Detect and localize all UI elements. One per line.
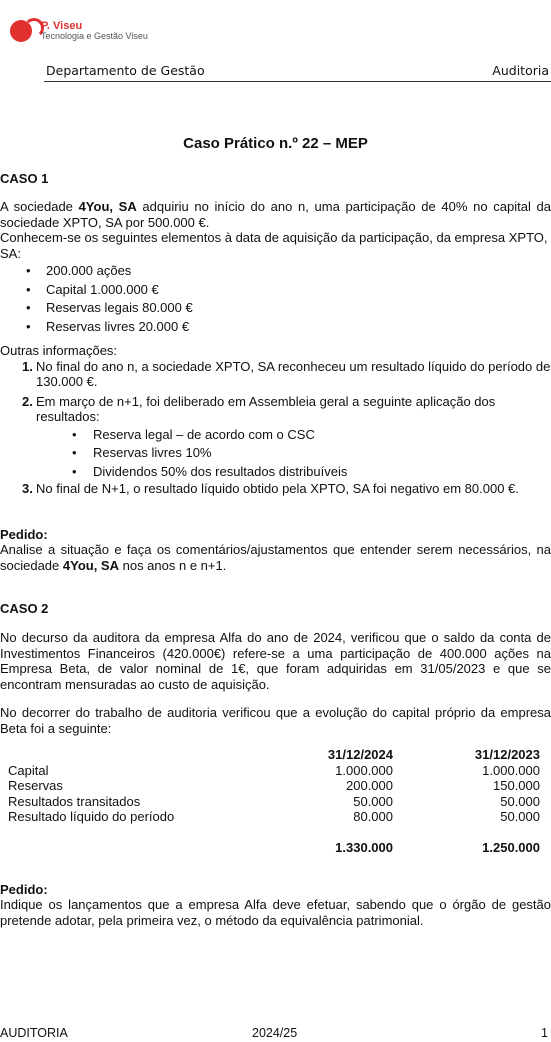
row-label: Reservas (8, 778, 63, 793)
item-text: No final do ano n, a sociedade XPTO, SA reconheceu um resultado líquido do período de 130.000 €. (36, 358, 551, 389)
cell-2024: 80.000 (353, 809, 393, 824)
table-row (0, 763, 551, 779)
page-title: Caso Prático n.º 22 – MEP (183, 135, 368, 152)
pedido-pre: Analise a situação e faça os comentários/ajustamentos que entender serem necessários, na sociedade (0, 542, 551, 573)
list-item: • Reservas livres 10% (0, 445, 551, 461)
item-number: 1. (22, 358, 33, 374)
cell-2023: 150.000 (493, 778, 540, 793)
caso1-bullet-list (0, 263, 551, 334)
header-department: Departamento de Gestão (46, 63, 205, 78)
logo-name: P. Viseu (41, 20, 83, 32)
caso2-paragraph-2: No decorrer do trabalho de auditoria verificou que a evolução do capital próprio da empresa Beta foi a seguinte: (0, 705, 551, 736)
item-text: No final de N+1, o resultado líquido obtido pela XPTO, SA foi negativo em 80.000 €. (36, 481, 519, 496)
footer-subject: AUDITORIA (0, 1026, 68, 1040)
table-row (0, 778, 551, 794)
caso1-sub-bullets (0, 427, 551, 480)
list-item: • Dividendos 50% dos resultados distribuíveis (0, 464, 551, 480)
total-2024: 1.330.000 (335, 839, 393, 855)
caso1-other-info (0, 343, 551, 497)
table-total-row (0, 840, 551, 856)
caso2-pedido-heading: Pedido: (0, 882, 48, 897)
list-item: • 200.000 ações (0, 263, 551, 279)
caso1-pedido-heading: Pedido: (0, 527, 48, 542)
footer-page-number: 1 (541, 1026, 548, 1040)
caso1-known: Conhecem-se os seguintes elementos à data de aquisição da participação, da empresa XPTO, SA: (0, 230, 548, 261)
row-label: Resultados transitados (8, 793, 141, 809)
row-label: Capital (8, 762, 49, 778)
caso2-heading: CASO 2 (0, 601, 49, 616)
cell-2024: 200.000 (346, 778, 393, 793)
header-divider (44, 81, 551, 82)
table-row (0, 809, 551, 825)
equity-table (0, 747, 551, 855)
cell-2023: 50.000 (500, 793, 540, 809)
header-subject: Auditoria (492, 63, 549, 78)
item-text: Em março de n+1, foi deliberado em Assembleia geral a seguinte aplicação dos resultados: (36, 393, 496, 424)
numbered-item-1 (0, 359, 551, 390)
list-item: • Capital 1.000.000 € (0, 282, 551, 298)
pedido-post: nos anos n e n+1. (119, 557, 227, 573)
caso1-heading: CASO 1 (0, 171, 49, 186)
list-item: • Reservas livres 20.000 € (0, 319, 551, 335)
caso1-pedido (0, 542, 551, 573)
list-item: • Reservas legais 80.000 € (0, 300, 551, 316)
caso1-intro-company: 4You, SA (78, 199, 137, 214)
item-number: 2. (22, 393, 33, 409)
cell-2023: 1.000.000 (482, 762, 540, 778)
caso1-intro-post: adquiriu no início do ano n, uma participação de 40% no capital da sociedade XPTO, SA por 500.000 €. (0, 199, 551, 230)
table-header-row (0, 747, 551, 763)
cell-2024: 1.000.000 (335, 762, 393, 778)
table-row (0, 794, 551, 810)
numbered-item-3 (0, 481, 551, 497)
cell-2024: 50.000 (353, 793, 393, 809)
row-label: Resultado líquido do período (8, 809, 175, 824)
cell-2023: 50.000 (500, 809, 540, 824)
other-info-label: Outras informações: (0, 343, 118, 358)
list-item: • Reserva legal – de acordo com o CSC (0, 427, 551, 443)
caso1-intro (0, 199, 551, 230)
column-header-2024: 31/12/2024 (327, 747, 393, 762)
caso2-paragraph-1: No decurso da auditora da empresa Alfa do ano de 2024, verificou que o saldo da conta de Investimentos Financeiros (420.000€) refere-se a uma participação de 400.000 ações na Empresa Beta, de valor nominal de 1€, que foram adquiridas em 31/05/2023 e que se encontram mensuradas ao custo de aquisição. (0, 630, 551, 692)
item-number: 3. (22, 481, 33, 496)
total-2023: 1.250.000 (482, 839, 540, 855)
column-header-2023: 31/12/2023 (474, 747, 540, 762)
footer-year: 2024/25 (252, 1026, 298, 1040)
school-logo (8, 18, 183, 44)
logo-subtitle: Tecnologia e Gestão Viseu (41, 31, 148, 41)
caso1-body (0, 199, 551, 334)
pedido-company: 4You, SA (62, 557, 119, 573)
caso2-pedido: Indique os lançamentos que a empresa Alfa deve efetuar, sabendo que o órgão de gestão pretende adotar, pela primeira vez, o método da equivalência patrimonial. (0, 897, 551, 928)
caso1-intro-pre: A sociedade (0, 199, 79, 214)
numbered-item-2 (0, 394, 551, 425)
